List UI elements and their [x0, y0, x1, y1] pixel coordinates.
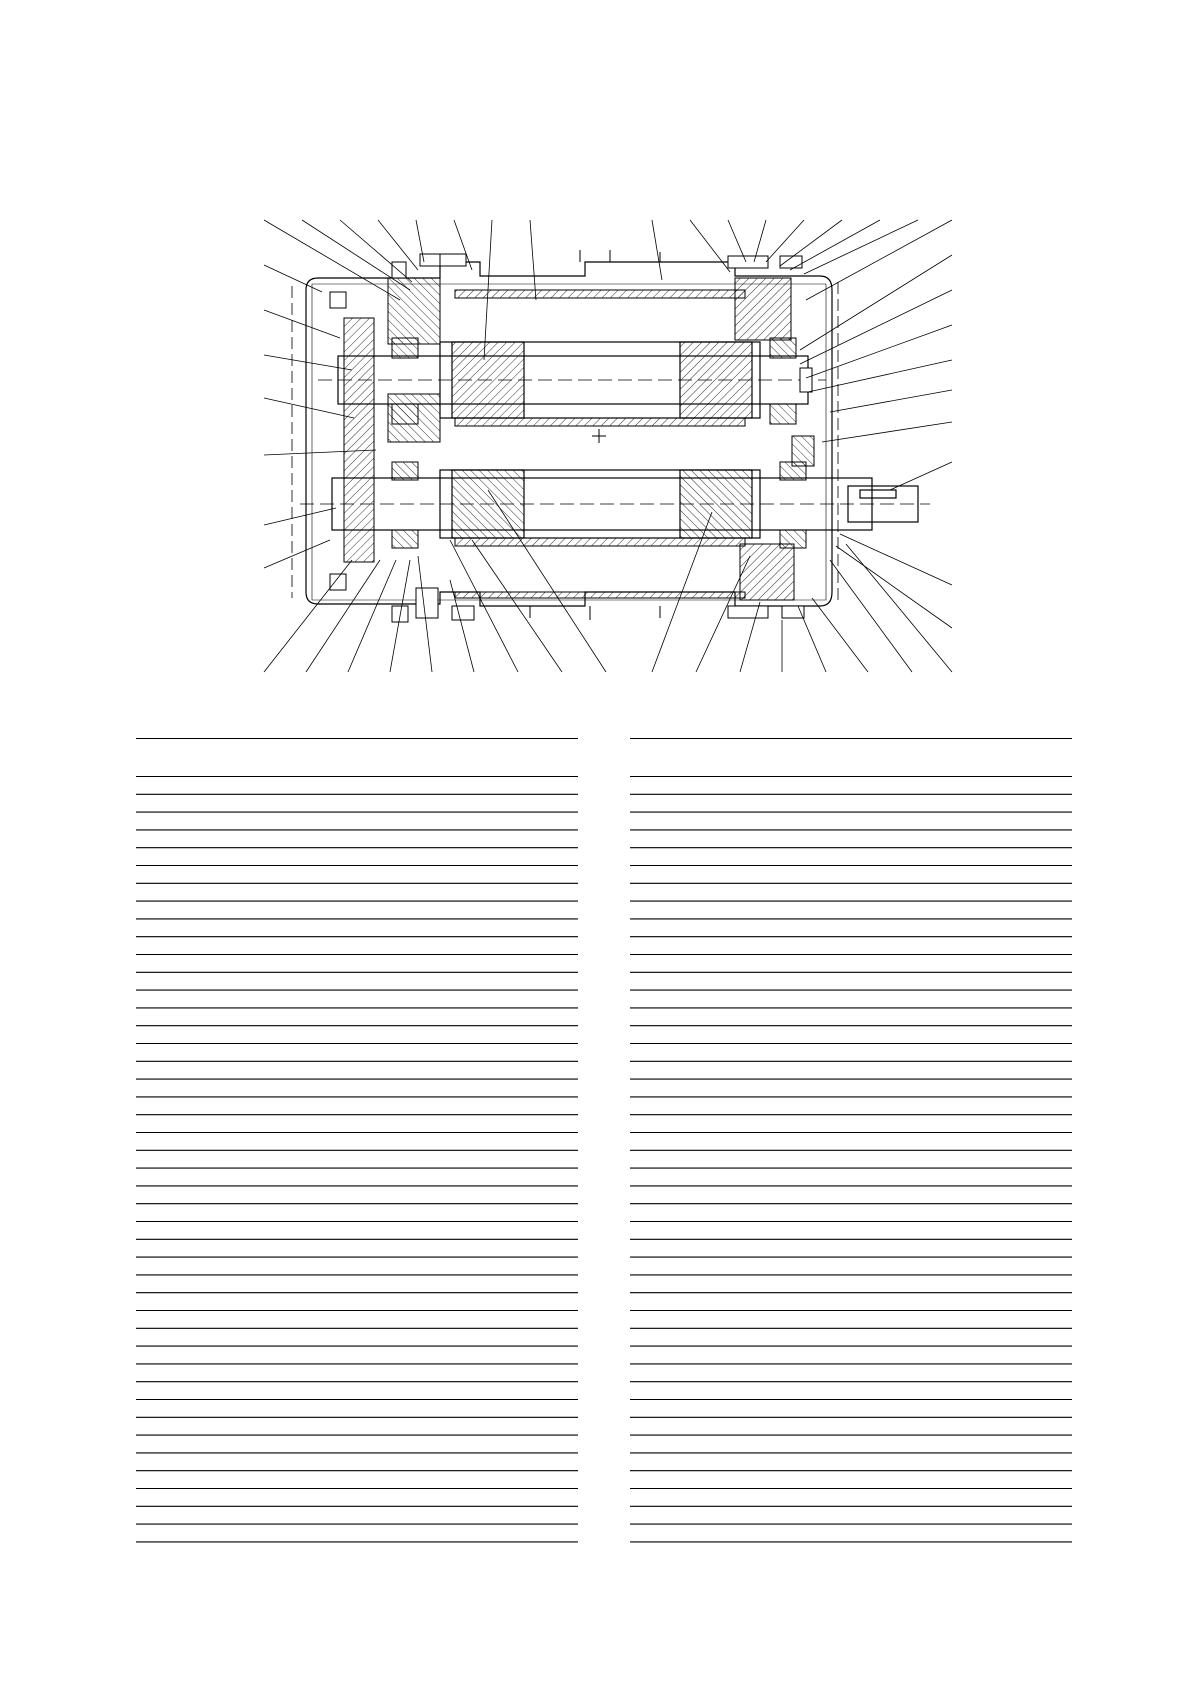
parts-list-left: [136, 738, 578, 1548]
parts-list-ruling: [630, 738, 1072, 1548]
parts-list-ruling: [136, 738, 578, 1548]
assembly-section-drawing: [0, 0, 1190, 700]
parts-list-right: [630, 738, 1072, 1548]
center-mark: [592, 429, 606, 443]
end-covers: [344, 278, 814, 600]
drum-shell: [455, 290, 745, 598]
